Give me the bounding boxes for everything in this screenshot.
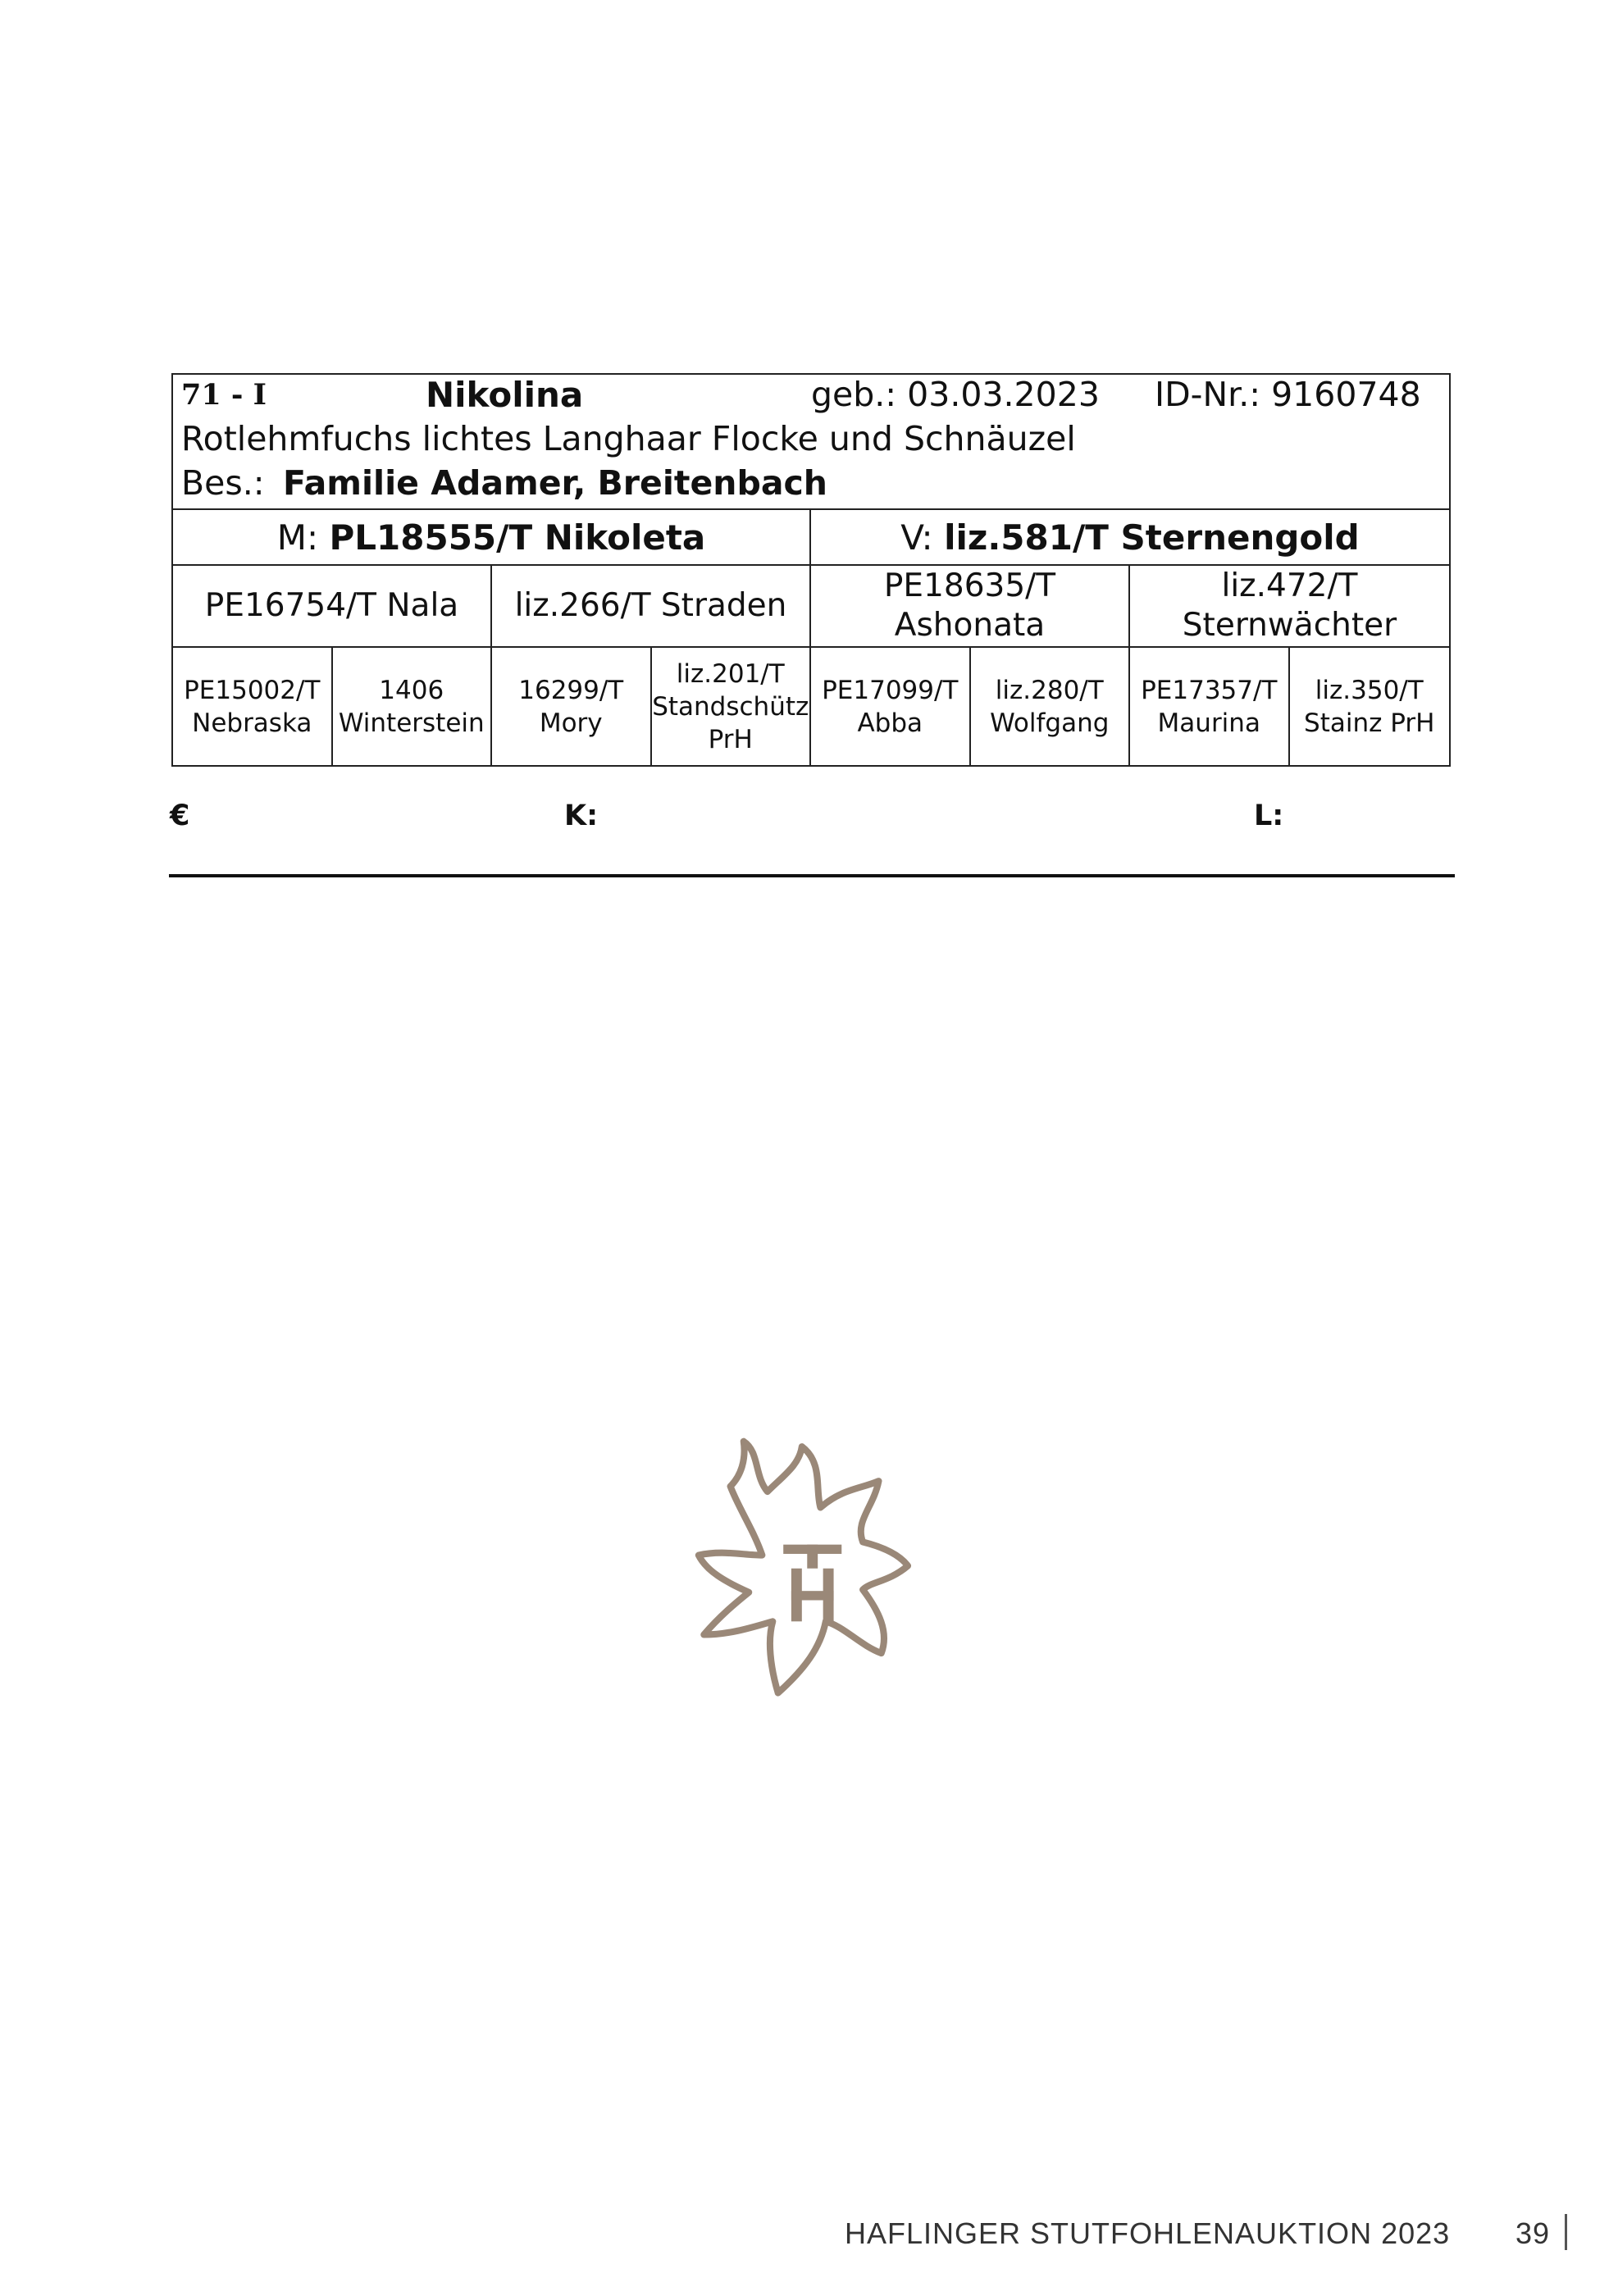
dam-label: M: xyxy=(276,517,319,558)
th-monogram xyxy=(783,1545,841,1622)
great-grandparent-cell xyxy=(971,648,1131,765)
lot-number: 71 - I xyxy=(181,378,267,412)
great-grandparent-name: 1406 Winterstein xyxy=(338,675,485,738)
birth-date: geb.: 03.03.2023 xyxy=(811,375,1100,414)
sire-cell xyxy=(811,510,1449,564)
grandparent-cell xyxy=(1130,566,1449,646)
owner-label: Bes.: xyxy=(181,463,265,503)
horse-name: Nikolina xyxy=(426,375,584,415)
great-grandparent-name: 16299/T Mory xyxy=(518,675,624,738)
great-grandparent-name: liz.350/T Stainz PrH xyxy=(1304,675,1435,738)
euro-sign: € xyxy=(170,800,190,832)
great-grandparent-name: PE17099/T Abba xyxy=(822,675,959,738)
great-grandparent-cell xyxy=(1290,648,1450,765)
t-stem xyxy=(807,1545,818,1569)
grandparent-name: liz.472/T Sternwächter xyxy=(1182,567,1397,644)
buyer-label: K: xyxy=(564,800,599,832)
great-grandparent-cell xyxy=(1130,648,1290,765)
great-grandparent-name: liz.280/T Wolfgang xyxy=(990,675,1110,738)
great-grandparent-name: PE15002/T Nebraska xyxy=(184,675,321,738)
coat-description: Rotlehmfuchs lichtes Langhaar Flocke und Schnäuzel xyxy=(181,419,1076,458)
sire-label: V: xyxy=(900,517,933,558)
great-grandparent-cell xyxy=(652,648,812,765)
grandparent-cell xyxy=(492,566,811,646)
great-grandparent-cell xyxy=(173,648,333,765)
great-grandparent-cell xyxy=(333,648,493,765)
grandparent-cell xyxy=(811,566,1130,646)
great-grandparents-row xyxy=(173,648,1449,765)
owner-name: Familie Adamer, Breitenbach xyxy=(283,463,827,503)
entry-header xyxy=(173,375,1449,510)
grandparent-name: PE16754/T Nala xyxy=(204,587,459,624)
l-label: L: xyxy=(1254,800,1284,832)
grandparent-name: liz.266/T Straden xyxy=(514,587,787,624)
divider-line xyxy=(169,874,1455,877)
footer-title: HAFLINGER STUTFOHLENAUKTION 2023 xyxy=(845,2216,1451,2250)
great-grandparent-name: liz.201/T Standschütz PrH xyxy=(652,658,809,754)
page-number: 39 xyxy=(1515,2216,1551,2250)
haflinger-edelweiss-logo xyxy=(689,1433,931,1698)
grandparent-name: PE18635/T Ashonata xyxy=(883,567,1056,644)
dam-cell xyxy=(173,510,811,564)
great-grandparent-cell xyxy=(811,648,971,765)
great-grandparent-name: PE17357/T Maurina xyxy=(1141,675,1278,738)
parents-row xyxy=(173,510,1449,566)
id-number: ID-Nr.: 9160748 xyxy=(1155,375,1421,414)
dam-name: PL18555/T Nikoleta xyxy=(329,517,706,558)
sire-name: liz.581/T Sternengold xyxy=(944,517,1360,558)
auction-entry xyxy=(171,373,1451,767)
edelweiss-outline xyxy=(699,1442,908,1693)
grandparent-cell xyxy=(173,566,492,646)
great-grandparent-cell xyxy=(492,648,652,765)
grandparents-row xyxy=(173,566,1449,648)
footer-separator xyxy=(1565,2214,1567,2250)
h-bar xyxy=(791,1591,834,1600)
